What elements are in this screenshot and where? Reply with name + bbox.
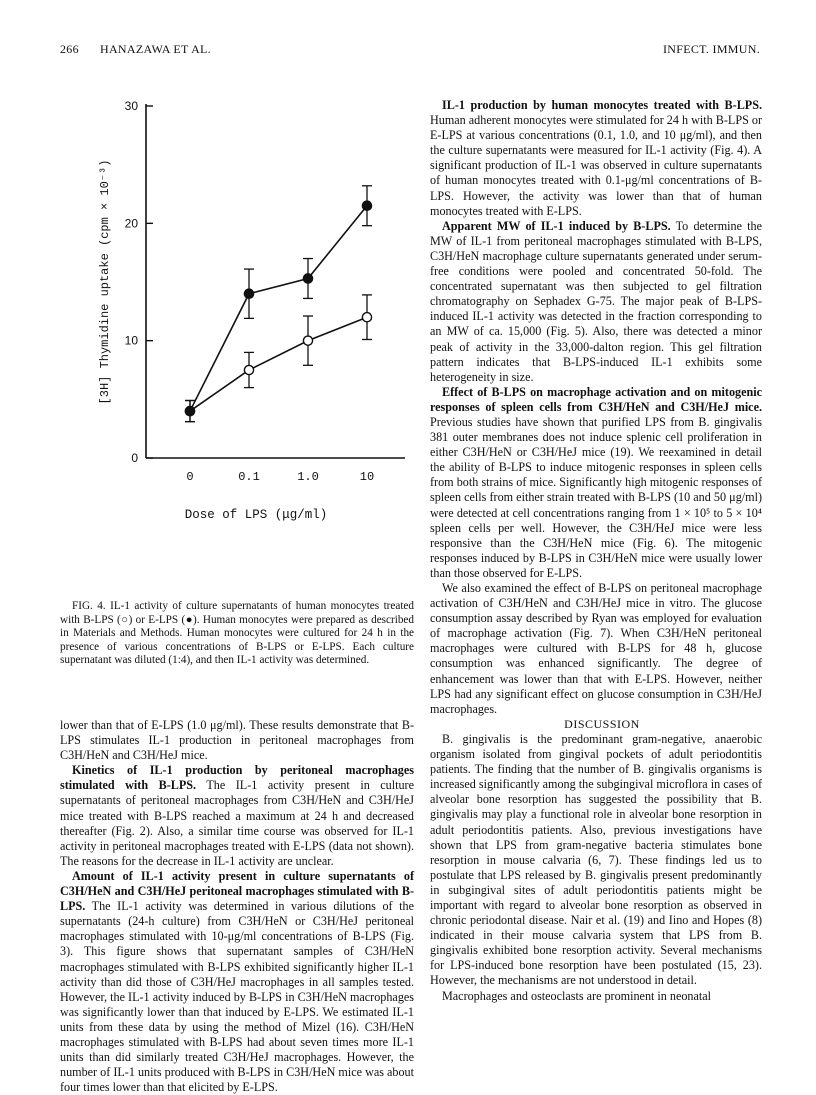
il1-dose-response-chart xyxy=(60,96,414,596)
paragraph-heading: Kinetics of IL-1 production by peritoneal macrophages stimulated with B-LPS. xyxy=(60,763,414,793)
data-point xyxy=(303,274,312,283)
journal-name: INFECT. IMMUN. xyxy=(663,42,760,56)
figure-4 xyxy=(60,96,414,596)
paragraph xyxy=(430,219,762,385)
paragraph-heading: Apparent MW of IL-1 induced by B-LPS. xyxy=(442,218,671,233)
x-tick-label: 1.0 xyxy=(297,470,319,484)
figure-caption xyxy=(60,600,414,668)
paragraph-heading: IL-1 production by human monocytes treated with B-LPS. xyxy=(442,98,762,112)
paragraph: We also examined the effect of B-LPS on peritoneal macrophage activation of C3H/HeN and C3H/HeJ mice in vitro. The glucose consumption assay described by Ryan was employed for evaluation of macrophage activation (Fig. 7). When C3H/HeN peritoneal macrophages were cultured with B-LPS for 48 h, glucose consumption was enhanced significantly. The degree of enhancement was lower than that with E-LPS. However, neither LPS had any significant effect on glucose consumption in C3H/HeJ macrophages. xyxy=(430,581,762,716)
section-title: DISCUSSION xyxy=(564,716,640,731)
x-tick-label: 0 xyxy=(186,470,194,484)
paragraph: B. gingivalis is the predominant gram-negative, anaerobic organism isolated from gingival pockets of adult periodontitis patients. The finding that the number of B. gingivalis organisms is increased significantly among the subgingival microflora in cases of alveolar bone resorption has suggested the possibility that B. gingivalis may play a functional role in alveolar bone resorption in adult periodontitis patients. Also, previous investigations have shown that LPS from gram-negative bacteria stimulates bone resorption in mouse calvaria (6, 7). These findings led us to postulate that LPS released by B. gingivalis present predominantly in subgingival sites of adult periodontitis patients might be important with regard to alveolar bone resorption as observed in chronic periodontal disease. Nair et al. (19) and Iino and Hopes (8) indicated in their mouse calvaria system that LPS from B. gingivalis exhibited bone resorption activity. Several mechanisms for LPS-induced bone resorption have been postulated (15, 23). However, the mechanisms are not understood in detail. xyxy=(430,731,762,988)
paragraph-heading: Effect of B-LPS on macrophage activation and on mitogenic responses of spleen cells from C3H/HeN and C3H/HeJ mice. xyxy=(430,384,762,414)
running-header xyxy=(60,42,760,58)
data-point xyxy=(244,289,253,298)
running-authors: HANAZAWA ET AL. xyxy=(100,42,211,56)
page-number: 266 xyxy=(60,42,79,56)
x-tick-label: 0.1 xyxy=(238,470,260,484)
paragraph-body: Human adherent monocytes were stimulated for 24 h with B-LPS or E-LPS at various concentrations (0.1, 1.0, and 10 μg/ml), and then the culture supernatants were measured for IL-1 activity (Fig. 4). A significant production of IL-1 was observed in culture supernatants of human monocytes treated with 0.1-μg/ml concentrations of B-LPS. However, the activity was lower than that of human monocytes treated with E-LPS. xyxy=(430,113,762,218)
data-point xyxy=(362,201,371,210)
paragraph xyxy=(430,385,762,581)
paragraph xyxy=(60,763,414,869)
paragraph-heading: Amount of IL-1 activity present in culture supernatants of C3H/HeN and C3H/HeJ peritoneal macrophages stimulated with B-LPS. xyxy=(60,868,414,914)
paragraph-body: To determine the MW of IL-1 from peritoneal macrophages stimulated with B-LPS, C3H/HeN macrophage culture supernatants generated under serum-free conditions were pooled and concentrated 50-fold. The concentrated supernatant was then subjected to gel filtration chromatography on Sephadex G-75. The major peak of B-LPS-induced IL-1 activity was detected in the fraction corresponding to an MW of ca. 15,000 (Fig. 5). Also, there was detected a minor peak of activity in the 33,000-dalton region. This gel filtration pattern indicates that B-LPS-induced IL-1 exhibits some heterogeneity in size. xyxy=(430,218,762,384)
caption-label: FIG. 4. xyxy=(72,600,106,612)
paragraph-body: The IL-1 activity was determined in various dilutions of the supernatants (24-h culture) from C3H/HeN or C3H/HeJ peritoneal macrophages stimulated with 10-μg/ml concentrations of B-LPS (Fig. 3). This figure shows that supernatant samples of C3H/HeN macrophages stimulated with B-LPS exhibited significantly higher IL-1 activity than did those of C3H/HeJ macrophages in all samples tested. However, the IL-1 activity induced by B-LPS in C3H/HeN macrophages was significantly lower than that induced by E-LPS. We estimated IL-1 units from these data by using the method of Mizel (16). C3H/HeN macrophages stimulated with B-LPS had about seven times more IL-1 units than did similarly treated C3H/HeJ macrophages. However, the number of IL-1 units produced with B-LPS in C3H/HeN mice was about four times lower than that elicited by E-LPS. xyxy=(60,899,414,1095)
x-tick-label: 10 xyxy=(359,470,375,484)
y-tick-label: 30 xyxy=(124,99,138,113)
paragraph-body: The IL-1 activity present in culture supernatants of peritoneal macrophages from C3H/HeN and C3H/HeJ mice treated with B-LPS reached a maximum at 24 h and decreased thereafter (Fig. 2). Also, a similar time course was observed for IL-1 activity in peritoneal macrophages treated with E-LPS (data not shown). The reasons for the decrease in IL-1 activity are unclear. xyxy=(60,778,414,868)
caption-text: IL-1 activity of culture supernatants of human monocytes treated with B-LPS (○) or E-LPS (●). Human monocytes were prepared as described in Materials and Methods. Human monocytes were cultured for 24 h in the presence of various concentrations of B-LPS or E-LPS. Each culture supernatant was diluted (1:4), and then IL-1 activity was determined. xyxy=(60,600,414,667)
data-point xyxy=(244,365,253,374)
paragraph xyxy=(60,869,414,1095)
data-point xyxy=(303,336,312,345)
y-axis-label: [3H] Thymidine uptake (cpm × 10⁻³) xyxy=(98,159,112,405)
paragraph: Macrophages and osteoclasts are prominent in neonatal xyxy=(442,988,712,1003)
paragraph: lower than that of E-LPS (1.0 μg/ml). These results demonstrate that B-LPS stimulates IL-1 production in peritoneal macrophages from C3H/HeN and C3H/HeJ mice. xyxy=(60,718,414,763)
y-tick-label: 20 xyxy=(124,216,138,231)
series-line xyxy=(190,206,367,411)
data-point xyxy=(185,406,194,415)
data-point xyxy=(362,313,371,322)
paragraph-body: Previous studies have shown that purified LPS from B. gingivalis 381 outer membranes does not induce splenic cell proliferation in either C3H/HeN or C3H/HeJ mice (19). We reexamined in detail the ability of B-LPS to induce mitogenic responses in spleen cells from both strains of mice. Significantly high mitogenic responses of spleen cells from either strain treated with B-LPS (10 and 50 μg/ml) were detected at cell concentrations ranging from 1 × 10⁵ to 5 × 10⁴ spleen cells per well. However, the C3H/HeJ mice were less responsive than the C3H/HeN mice (Fig. 6). The mitogenic responses induced by B-LPS in C3H/HeN mice were usually lower than those observed for E-LPS. xyxy=(430,414,762,580)
x-axis-label: Dose of LPS (μg/ml) xyxy=(184,508,328,522)
series-line xyxy=(190,317,367,411)
left-column xyxy=(60,718,414,1095)
y-tick-label: 10 xyxy=(124,333,138,348)
right-column xyxy=(430,98,762,1004)
paragraph xyxy=(430,98,762,219)
y-tick-label: 0 xyxy=(131,451,138,465)
